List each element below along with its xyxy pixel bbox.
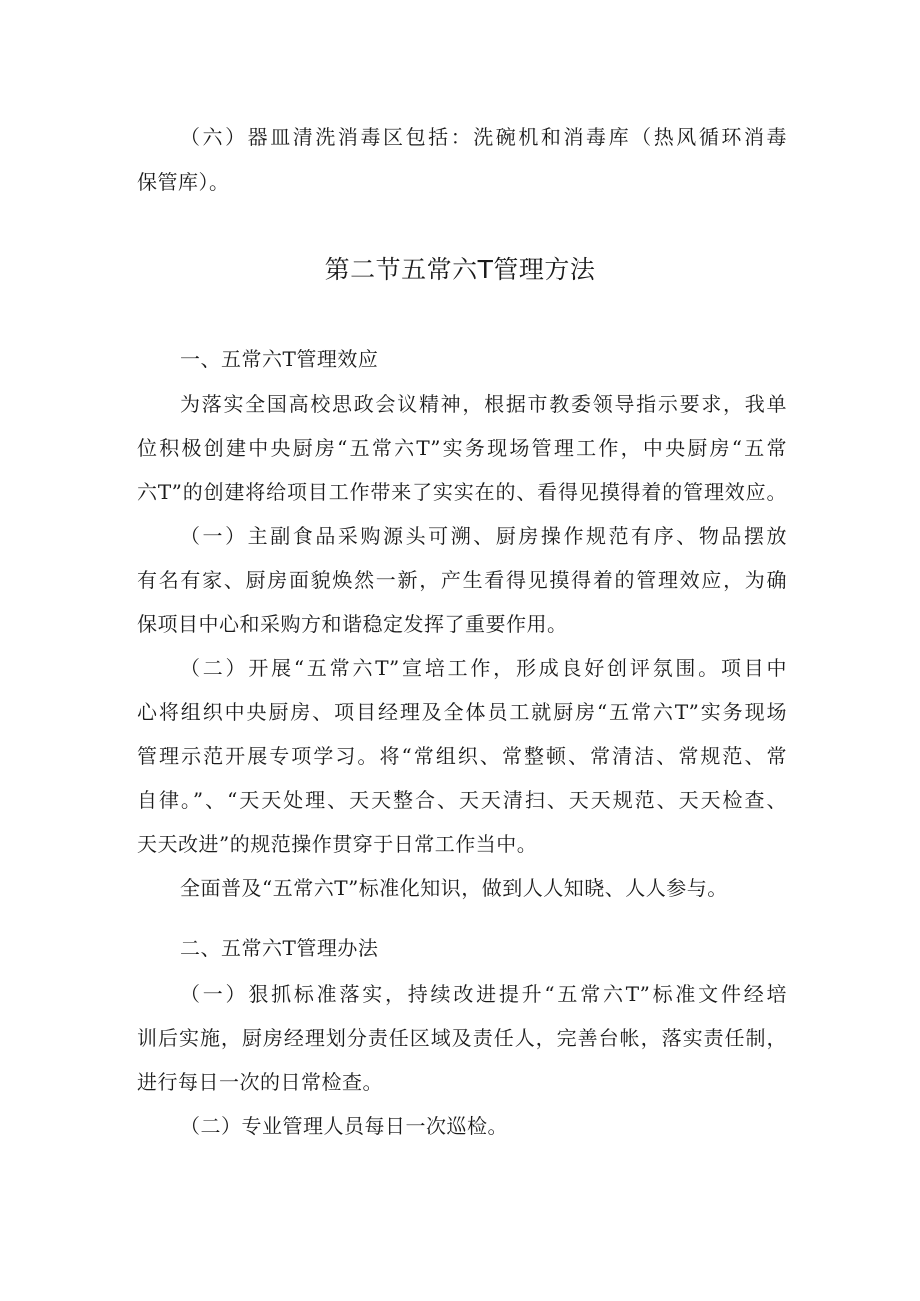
part1-closing: 全面普及“五常六T”标准化知识，做到人人知晓、人人参与。 bbox=[180, 876, 728, 900]
part1-item1-line1: （一）主副食品采购源头可溯、厨房操作规范有序、物品摆放 bbox=[180, 524, 787, 548]
part2-item1-line2: 训后实施，厨房经理划分责任区域及责任人，完善台帐，落实责任制， bbox=[137, 1026, 787, 1050]
part1-item2-line5: 天天改进”的规范操作贯穿于日常工作当中。 bbox=[137, 832, 538, 856]
part1-intro-line3: 六T”的创建将给项目工作带来了实实在的、看得见摸得着的管理效应。 bbox=[137, 480, 787, 504]
part1-item2-line3: 管理示范开展专项学习。将“常组织、常整顿、常清洁、常规范、常 bbox=[137, 744, 787, 768]
part2-heading: 二、五常六T管理办法 bbox=[180, 936, 379, 960]
part2-item2-line1: （二）专业管理人员每日一次巡检。 bbox=[180, 1114, 508, 1138]
part1-item2-line4: 自律。”、“天天处理、天天整合、天天清扫、天天规范、天天检查、 bbox=[137, 788, 787, 812]
part1-intro-line2: 位积极创建中央厨房“五常六T”实务现场管理工作，中央厨房“五常 bbox=[137, 436, 787, 460]
part1-item2-line1: （二）开展“五常六T”宣培工作，形成良好创评氛围。项目中 bbox=[180, 656, 787, 680]
part1-intro-line1: 为落实全国高校思政会议精神，根据市教委领导指示要求，我单 bbox=[180, 392, 787, 416]
part2-item1-line3: 进行每日一次的日常检查。 bbox=[137, 1070, 383, 1094]
part1-item2-line2: 心将组织中央厨房、项目经理及全体员工就厨房“五常六T”实务现场 bbox=[137, 700, 787, 724]
section-title: 第二节五常六T管理方法 bbox=[324, 255, 596, 284]
part1-heading: 一、五常六T管理效应 bbox=[180, 347, 379, 371]
para-sec6-line1: （六）器皿清洗消毒区包括：洗碗机和消毒库（热风循环消毒 bbox=[180, 125, 787, 149]
para-sec6-line2: 保管库）。 bbox=[137, 170, 230, 194]
part1-item1-line3: 保项目中心和采购方和谐稳定发挥了重要作用。 bbox=[137, 612, 568, 636]
part1-item1-line2: 有名有家、厨房面貌焕然一新，产生看得见摸得着的管理效应，为确 bbox=[137, 568, 787, 592]
part2-item1-line1: （一）狠抓标准落实，持续改进提升“五常六T”标准文件经培 bbox=[180, 982, 787, 1006]
